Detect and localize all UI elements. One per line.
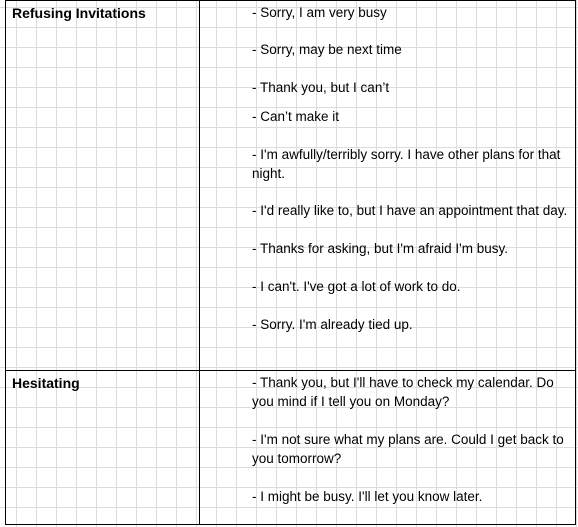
category-cell — [6, 371, 200, 525]
phrase-item: - I might be busy. I'll let you know later. — [252, 489, 483, 504]
phrase-item: - Sorry, may be next time — [252, 42, 402, 57]
table-row-hesitating — [6, 371, 576, 525]
phrase-list-hesitating — [200, 371, 575, 506]
table-row-refusing-invitations — [6, 1, 576, 371]
phrase-item: - Sorry, I am very busy — [252, 5, 387, 20]
phrases-cell — [200, 1, 576, 371]
category-label-refusing-invitations: Refusing Invitations — [12, 5, 146, 21]
category-label-hesitating: Hesitating — [12, 375, 80, 391]
category-cell — [6, 1, 200, 371]
phrase-item: - Can’t make it — [252, 109, 340, 124]
phrase-item: - Sorry. I'm already tied up. — [252, 317, 413, 332]
phrase-item: - I'm not sure what my plans are. Could I get back to you tomorrow? — [252, 432, 564, 466]
phrase-item: - I'd really like to, but I have an appointment that day. — [252, 203, 568, 218]
phrases-cell — [200, 371, 576, 525]
phrase-item: - Thank you, but I'll have to check my calendar. Do you mind if I tell you on Monday? — [252, 375, 554, 409]
phrase-item: - Thank you, but I can’t — [252, 80, 390, 95]
phrase-item: - Thanks for asking, but I'm afraid I'm busy. — [252, 241, 509, 256]
phrase-list-refusing — [200, 1, 575, 334]
phrases-table — [5, 0, 576, 525]
phrase-item: - I'm awfully/terribly sorry. I have other plans for that night. — [252, 147, 561, 181]
phrase-item: - I can't. I've got a lot of work to do. — [252, 279, 461, 294]
